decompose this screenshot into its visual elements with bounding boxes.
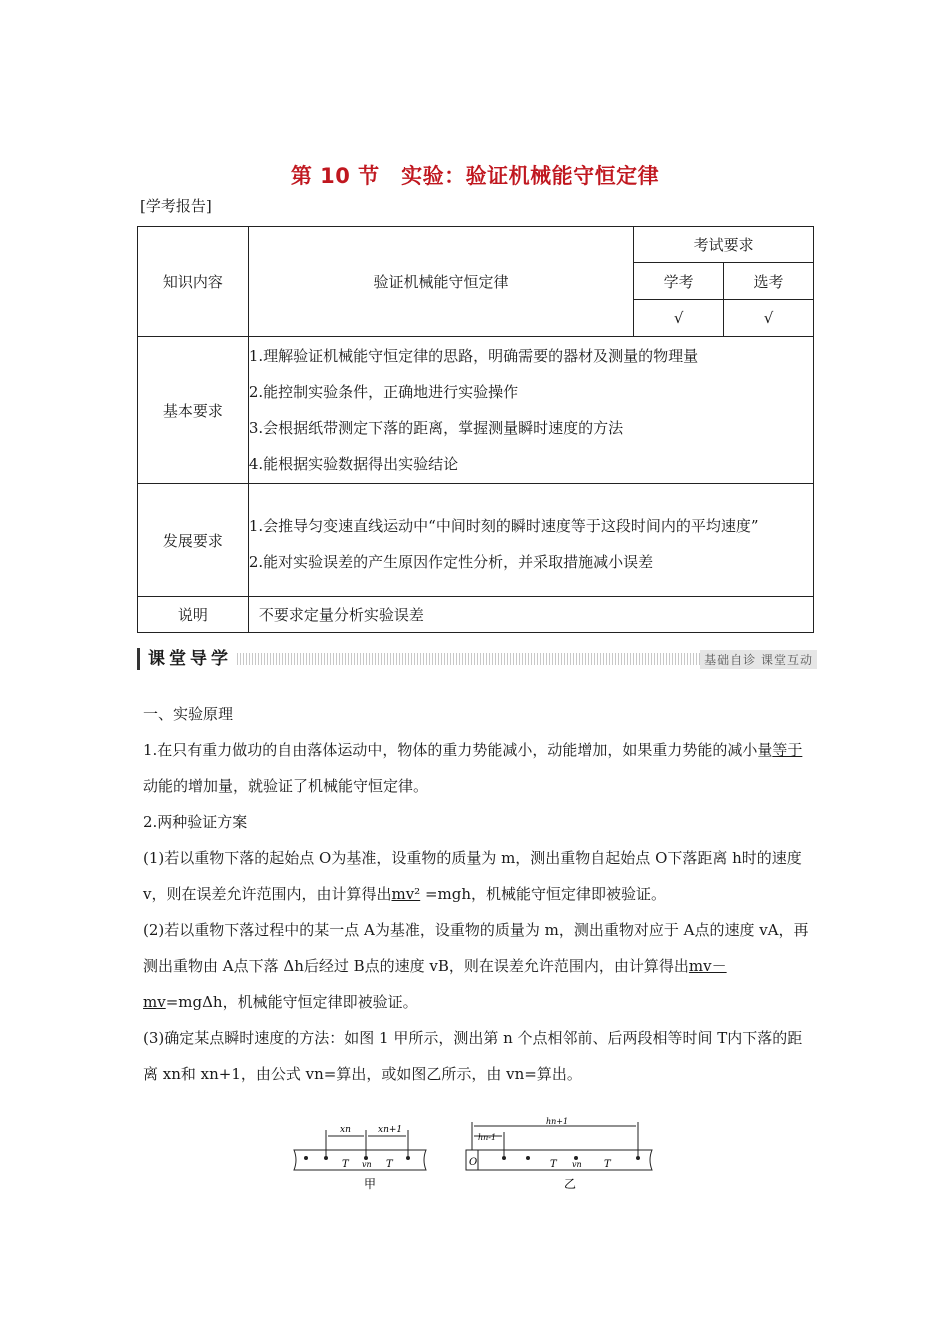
section-header [137,648,817,672]
label-T: T [604,1159,611,1170]
requirements-table [137,226,814,633]
label-vn: vn [572,1160,582,1169]
report-label: [学考报告] [140,197,212,215]
label-xn: xn [340,1125,351,1135]
label-vn: vn [362,1160,372,1169]
dev-label: 发展要求 [138,484,249,597]
basic-item: 3.会根据纸带测定下落的距离，掌握测量瞬时速度的方法 [248,419,624,437]
page-title: 第 10 节 实验：验证机械能守恒定律 [290,164,660,188]
tape-yi [466,1122,652,1170]
label-hn2: hn+1 [546,1117,569,1126]
dev-requirements [248,484,813,597]
basic-requirements [248,337,813,484]
label-T: T [550,1159,557,1170]
label-hn1: hn-1 [478,1133,497,1142]
section-title: 课堂导学 [137,648,232,670]
paragraph-1: 1.在只有重力做功的自由落体运动中，物体的重力势能减小，动能增加，如果重力势能的减小量等于动能的增加量，就验证了机械能守恒定律。 [143,741,803,795]
label-T: T [342,1159,349,1170]
paragraph-3: (2)若以重物下落过程中的某一点 A为基准，设重物的质量为 m，测出重物对应于 A点的速度 vA，再测出重物由 A点下落 Δh后经过 B点的速度 vB，则在误差允许范围内，由计算得出mv－mv=mgΔh，机械能守恒定律即被验证。 [143,921,809,1011]
content [143,696,813,1092]
knowledge-value: 验证机械能守恒定律 [248,227,633,337]
tape-jia [294,1130,426,1170]
caption-jia: 甲 [364,1177,377,1191]
heading-principle: 一、实验原理 [143,705,234,723]
tape-figure [288,1116,658,1196]
xuankao-header: 选考 [724,263,814,300]
basic-item: 4.能根据实验数据得出实验结论 [248,455,459,473]
dev-item: 2.能对实验误差的产生原因作定性分析，并采取措施减小误差 [248,553,654,571]
label-xn1: xn+1 [378,1125,403,1135]
paragraph-4: (3)确定某点瞬时速度的方法：如图 1 甲所示，测出第 n 个点相邻前、后两段相等时间 T内下落的距离 xn和 xn+1，由公式 vn=算出，或如图乙所示，由 vn=算出。 [143,1029,803,1083]
dev-item: 1.会推导匀变速直线运动中“中间时刻的瞬时速度等于这段时间内的平均速度” [248,517,759,535]
xuekao-header: 学考 [634,263,724,300]
basic-item: 2.能控制实验条件，正确地进行实验操作 [248,383,519,401]
note-value: 不要求定量分析实验误差 [248,597,813,633]
label-T: T [386,1159,393,1170]
basic-item: 1.理解验证机械能守恒定律的思路，明确需要的器材及测量的物理量 [248,347,699,365]
exam-requirement-header: 考试要求 [634,227,814,263]
heading-schemes: 2.两种验证方案 [143,813,248,831]
label-O: O [469,1157,478,1168]
knowledge-label: 知识内容 [138,227,249,337]
section-divider [237,653,709,665]
note-label: 说明 [138,597,249,633]
section-tags: 基础自诊 课堂互动 [700,650,817,669]
caption-yi: 乙 [564,1177,577,1191]
paragraph-2: (1)若以重物下落的起始点 O为基准，设重物的质量为 m，测出重物自起始点 O下落距离 h时的速度 v，则在误差允许范围内，由计算得出mv² =mgh，机械能守恒定律即被验证。 [143,849,802,903]
xuekao-check: √ [634,300,724,337]
basic-label: 基本要求 [138,337,249,484]
xuankao-check: √ [724,300,814,337]
